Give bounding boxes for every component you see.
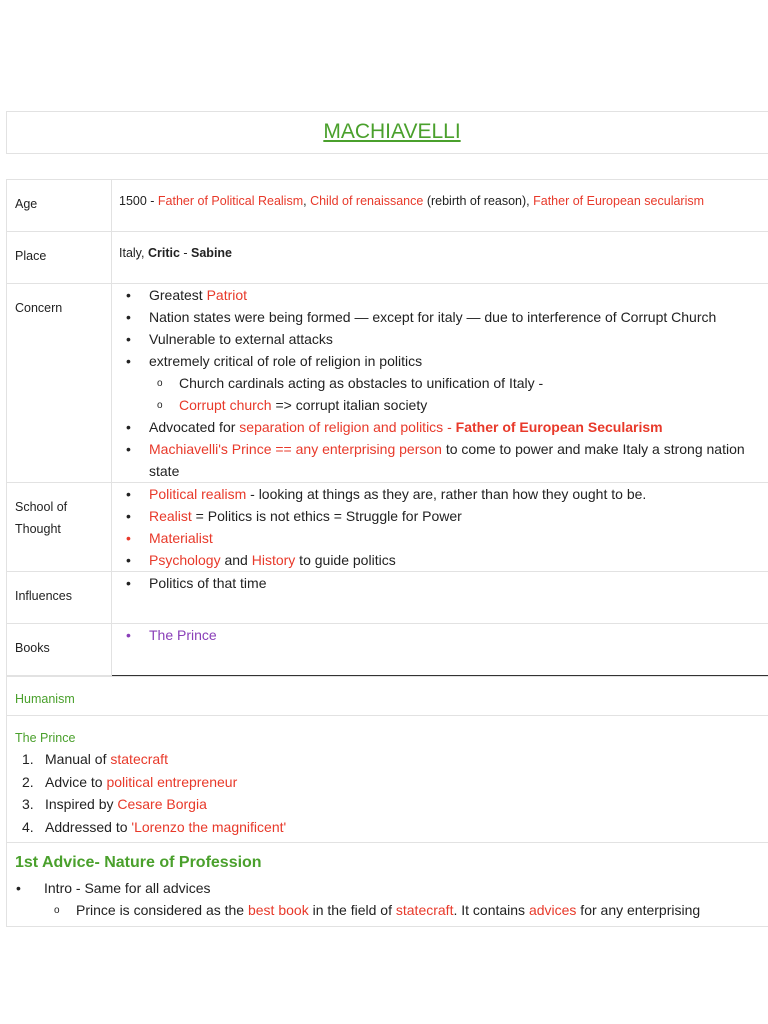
list-highlight: 'Lorenzo the magnificent' xyxy=(131,818,287,835)
advice-text: for any enterprising xyxy=(576,902,701,918)
list-text: Inspired by xyxy=(45,796,118,812)
list-text: Addressed to xyxy=(45,818,132,835)
school-b1-text: - looking at things as they are, rather than how they ought to be. xyxy=(246,486,647,502)
list-number: 3. xyxy=(22,796,34,812)
divider xyxy=(7,715,768,716)
place-text-4: Sabine xyxy=(191,246,233,260)
list-highlight: political entrepreneur xyxy=(106,773,238,790)
concern-b5-text: Advocated for xyxy=(149,419,240,435)
concern-b1-text: Greatest xyxy=(149,287,207,303)
list-item xyxy=(15,771,286,794)
concern-s2-highlight: Corrupt church xyxy=(179,397,272,413)
list-item: • Politics of that time xyxy=(119,572,768,594)
concern-content xyxy=(112,284,768,483)
title-box xyxy=(6,111,768,154)
row-label-age: Age xyxy=(7,180,112,232)
prince-ordered-list xyxy=(15,748,286,838)
list-item xyxy=(119,416,768,438)
list-item xyxy=(7,877,700,921)
age-highlight-3: Father of European secularism xyxy=(533,194,705,208)
list-item xyxy=(15,793,286,816)
concern-b4-text: extremely critical of role of religion in politics xyxy=(149,353,423,369)
books-content[interactable] xyxy=(112,624,768,676)
list-item: • Materialist xyxy=(119,527,768,549)
school-b2-text: = Politics is not ethics = Struggle for Power xyxy=(191,508,462,524)
concern-b1-highlight: Patriot xyxy=(206,287,248,303)
school-list xyxy=(119,483,768,571)
books-list xyxy=(119,624,768,646)
age-sep-2: (rebirth of reason), xyxy=(423,194,534,208)
list-number: 1. xyxy=(22,751,34,767)
list-item xyxy=(15,748,286,771)
list-highlight: statecraft xyxy=(110,751,168,767)
list-item xyxy=(119,483,768,505)
list-number: 2. xyxy=(22,773,34,790)
row-label-place: Place xyxy=(7,232,112,284)
age-highlight-2: Child of renaissance xyxy=(310,194,424,208)
info-table xyxy=(6,179,768,676)
sub-list-item: o Church cardinals acting as obstacles to unification of Italy - xyxy=(149,372,768,394)
concern-b5-bold: Father of European Secularism xyxy=(455,419,663,435)
advice-sublist xyxy=(44,899,700,921)
advice-highlight: advices xyxy=(528,902,577,918)
list-item xyxy=(119,350,768,416)
humanism-heading: Humanism xyxy=(15,692,75,706)
school-b4-text-2: to guide politics xyxy=(295,552,396,568)
list-item: • Nation states were being formed — except for italy — due to interference of Corrupt Church xyxy=(119,306,768,328)
school-content xyxy=(112,483,768,572)
table-row-age xyxy=(7,180,768,232)
list-number: 4. xyxy=(22,818,34,835)
the-prince-heading: The Prince xyxy=(15,731,76,745)
influences-content xyxy=(112,572,768,624)
concern-s2-text: => corrupt italian society xyxy=(271,397,428,413)
school-b4-highlight-1: Psychology xyxy=(149,552,221,568)
advice-text: in the field of xyxy=(308,902,396,918)
sub-list-item xyxy=(149,394,768,416)
age-highlight-1: Father of Political Realism xyxy=(157,194,304,208)
age-prefix: 1500 - xyxy=(119,194,158,208)
list-highlight: Cesare Borgia xyxy=(117,796,207,812)
list-item xyxy=(119,284,768,306)
advice-text: . It contains xyxy=(453,902,529,918)
place-text-1: Italy, xyxy=(119,246,148,260)
list-item xyxy=(15,816,286,839)
list-text: Manual of xyxy=(45,751,111,767)
advice-list xyxy=(7,877,700,921)
page-title: MACHIAVELLI xyxy=(323,120,461,143)
school-b1-highlight: Political realism xyxy=(149,486,247,502)
table-row-books xyxy=(7,624,768,676)
row-label-school: School of Thought xyxy=(7,483,112,572)
school-b4-highlight-2: History xyxy=(251,552,296,568)
concern-list xyxy=(119,284,768,482)
school-b4-text-1: and xyxy=(220,552,252,568)
list-item xyxy=(119,438,768,482)
concern-b6-highlight: Machiavelli's Prince == any enterprising person xyxy=(149,441,442,457)
list-item xyxy=(119,505,768,527)
table-row-place xyxy=(7,232,768,284)
sub-list-item xyxy=(44,899,700,921)
age-sep-1: , xyxy=(303,194,311,208)
concern-sublist xyxy=(149,372,768,416)
concern-b5-sep: - xyxy=(443,419,456,435)
list-text: Advice to xyxy=(45,773,107,790)
book-link-the-prince[interactable]: • The Prince xyxy=(119,624,768,646)
influences-list xyxy=(119,572,768,594)
row-label-influences: Influences xyxy=(7,572,112,624)
place-content xyxy=(112,232,768,284)
divider xyxy=(7,842,768,843)
advice-list-wrap xyxy=(7,877,700,921)
place-text-3: - xyxy=(179,246,192,260)
notes-section xyxy=(6,676,768,927)
school-b2-highlight: Realist xyxy=(149,508,192,524)
list-item xyxy=(119,549,768,571)
concern-b6-text: to come to power and make Italy a strong nation state xyxy=(149,441,745,479)
advice-intro-text: Intro - Same for all advices xyxy=(44,880,211,896)
table-row-concern xyxy=(7,284,768,483)
advice-highlight: best book xyxy=(247,902,309,918)
table-row-influences xyxy=(7,572,768,624)
list-item: • Vulnerable to external attacks xyxy=(119,328,768,350)
table-row-school xyxy=(7,483,768,572)
row-label-books: Books xyxy=(7,624,112,676)
row-label-concern: Concern xyxy=(7,284,112,483)
age-content xyxy=(112,180,768,232)
advice-heading: 1st Advice- Nature of Profession xyxy=(15,854,262,871)
advice-highlight: statecraft xyxy=(395,902,454,918)
advice-text: Prince is considered as the xyxy=(76,902,248,918)
concern-b5-highlight: separation of religion and politics xyxy=(239,419,444,435)
place-text-2: Critic xyxy=(147,246,180,260)
